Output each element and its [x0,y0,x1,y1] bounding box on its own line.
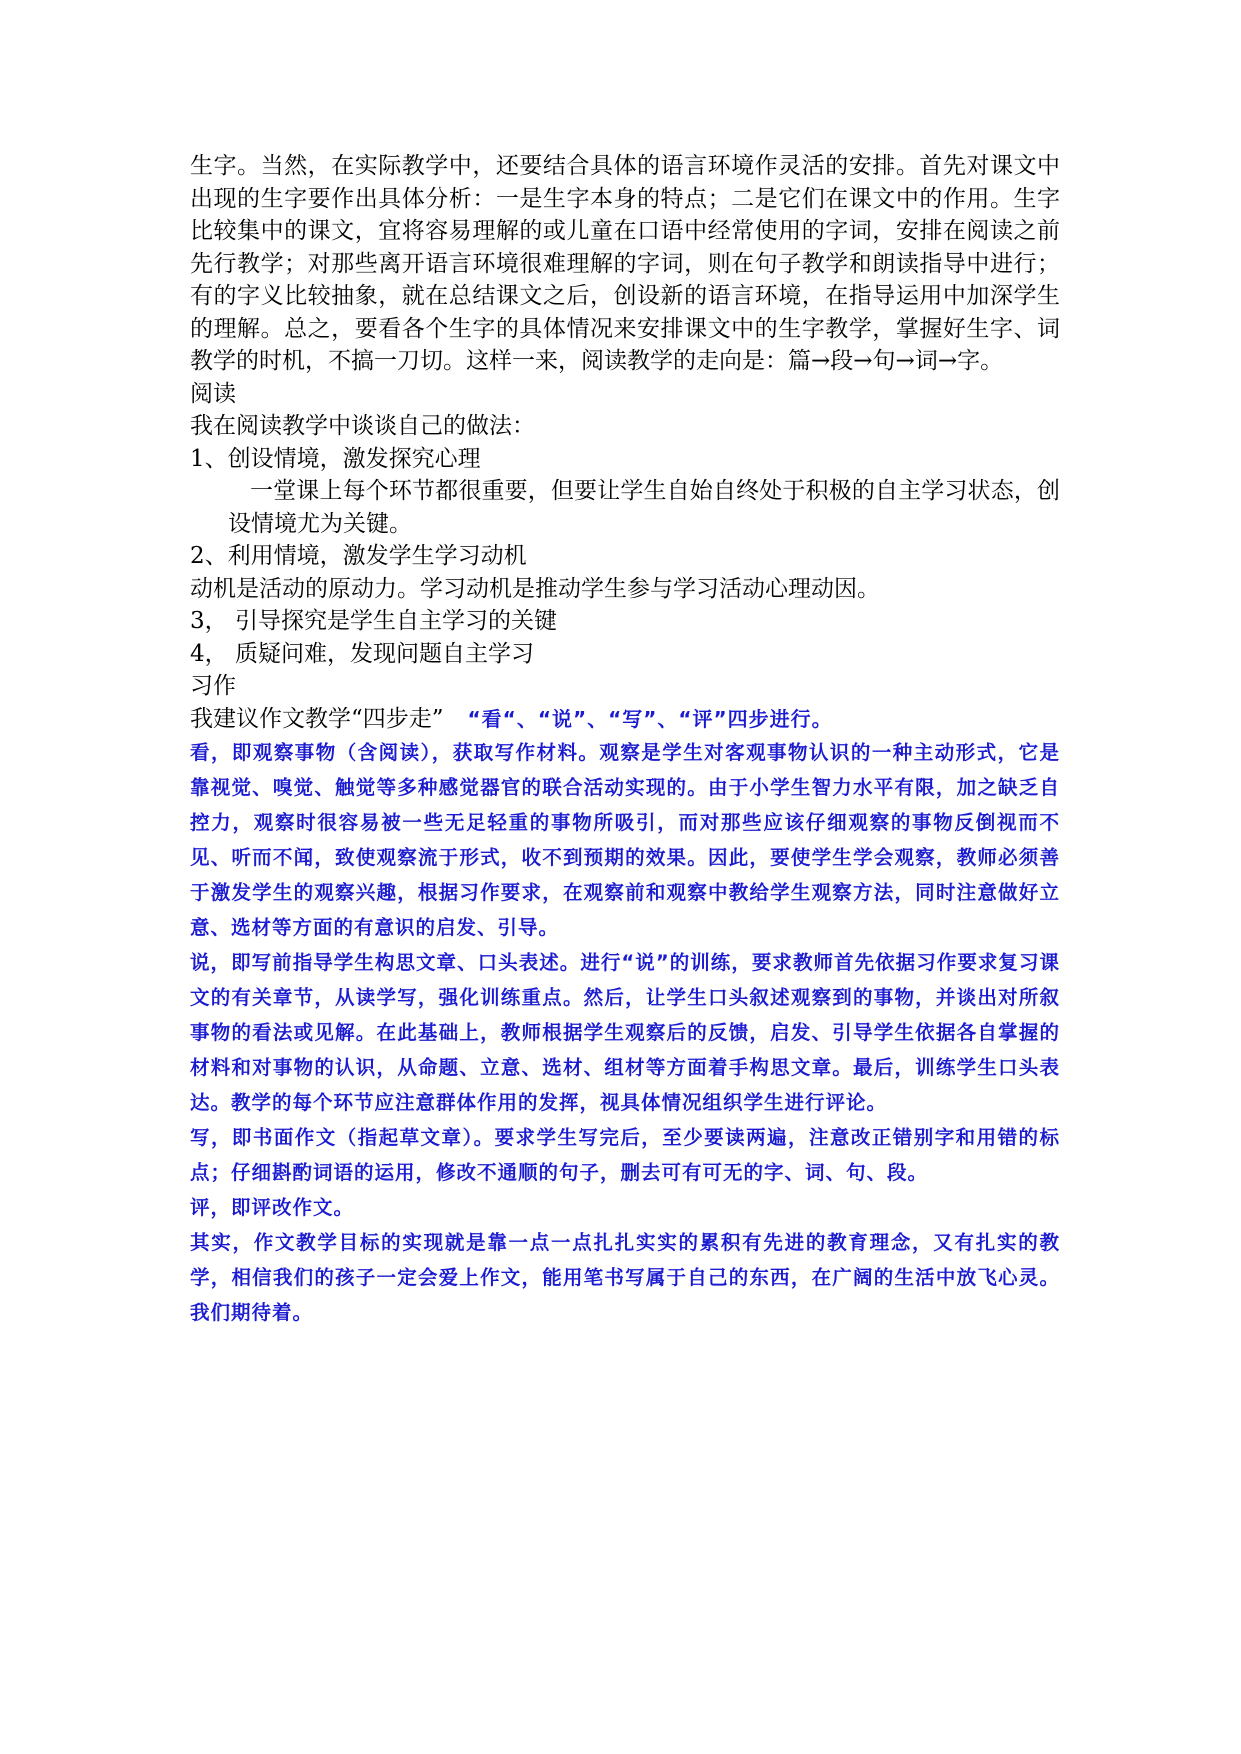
writing-speak-paragraph: 说，即写前指导学生构思文章、口头表述。进行“说”的训练，要求教师首先依据习作要求复习课文的有关章节，从读学写，强化训练重点。然后，让学生口头叙述观察到的事物，并谈出对所叙事物的看法或见解。在此基础上，教师根据学生观察后的反馈，启发、引导学生依据各自掌握的材料和对事物的认识，从命题、立意、选材、组材等方面着手构思文章。最后，训练学生口头表达。教学的每个环节应注意群体作用的发挥，视具体情况组织学生进行评论。 [190,951,1060,1114]
writing-heading: 习作 [190,673,236,699]
writing-write-paragraph: 写，即书面作文（指起草文章）。要求学生写完后，至少要读两遍，注意改正错别字和用错的标点；仔细斟酌词语的运用，修改不通顺的句子，删去可有可无的字、词、句、段。 [190,1126,1060,1184]
reading-item1-title: 1、创设情境，激发探究心理 [190,445,481,472]
writing-evaluate-paragraph: 评，即评改作文。 [190,1196,355,1219]
writing-conclusion-paragraph: 其实，作文教学目标的实现就是靠一点一点扎扎实实的累积有先进的教育理念，又有扎实的教学，相信我们的孩子一定会爱上作文，能用笔书写属于自己的东西，在广阔的生活中放飞心灵。我们期待着。 [190,1231,1060,1324]
reading-item3-title: 3， 引导探究是学生自主学习的关键 [190,608,557,634]
document-page [190,150,1060,1330]
writing-intro: 我建议作文教学“四步走” [190,705,444,732]
reading-heading: 阅读 [190,380,236,407]
intro-paragraph: 生字。当然，在实际教学中，还要结合具体的语言环境作灵活的安排。首先对课文中出现的生字要作出具体分析：一是生字本身的特点；二是它们在课文中的作用。生字比较集中的课文，宜将容易理解的或儿童在口语中经常使用的字词，安排在阅读之前先行教学；对那些离开语言环境很难理解的字词，则在句子教学和朗读指导中进行；有的字义比较抽象，就在总结课文之后，创设新的语言环境，在指导运用中加深学生的理解。总之，要看各个生字的具体情况来安排课文中的生字教学，掌握好生字、词教学的时机，不搞一刀切。这样一来，阅读教学的走向是：篇→段→句→词→字。 [190,153,1060,374]
reading-intro: 我在阅读教学中谈谈自己的做法： [190,413,535,439]
reading-item4-title: 4， 质疑问难，发现问题自主学习 [190,640,534,667]
reading-item1-body: 一堂课上每个环节都很重要，但要让学生自始自终处于积极的自主学习状态，创设情境尤为关键。 [228,478,1060,537]
writing-intro-line [190,703,1060,736]
writing-intro-highlight: “看“、“说”、“写”、“评”四步进行。 [467,706,833,731]
writing-look-paragraph: 看，即观察事物（含阅读），获取写作材料。观察是学生对客观事物认识的一种主动形式，它是靠视觉、嗅觉、触觉等多种感觉器官的联合活动实现的。由于小学生智力水平有限，加之缺乏自控力，观察时很容易被一些无足轻重的事物所吸引，而对那些应该仔细观察的事物反倒视而不见、听而不闻，致使观察流于形式，收不到预期的效果。因此，要使学生学会观察，教师必须善于激发学生的观察兴趣，根据习作要求，在观察前和观察中教给学生观察方法，同时注意做好立意、选材等方面的有意识的启发、引导。 [190,741,1060,939]
reading-item2-title: 2、利用情境，激发学生学习动机 [190,543,527,569]
reading-item2-body: 动机是活动的原动力。学习动机是推动学生参与学习活动心理动因。 [190,575,880,602]
